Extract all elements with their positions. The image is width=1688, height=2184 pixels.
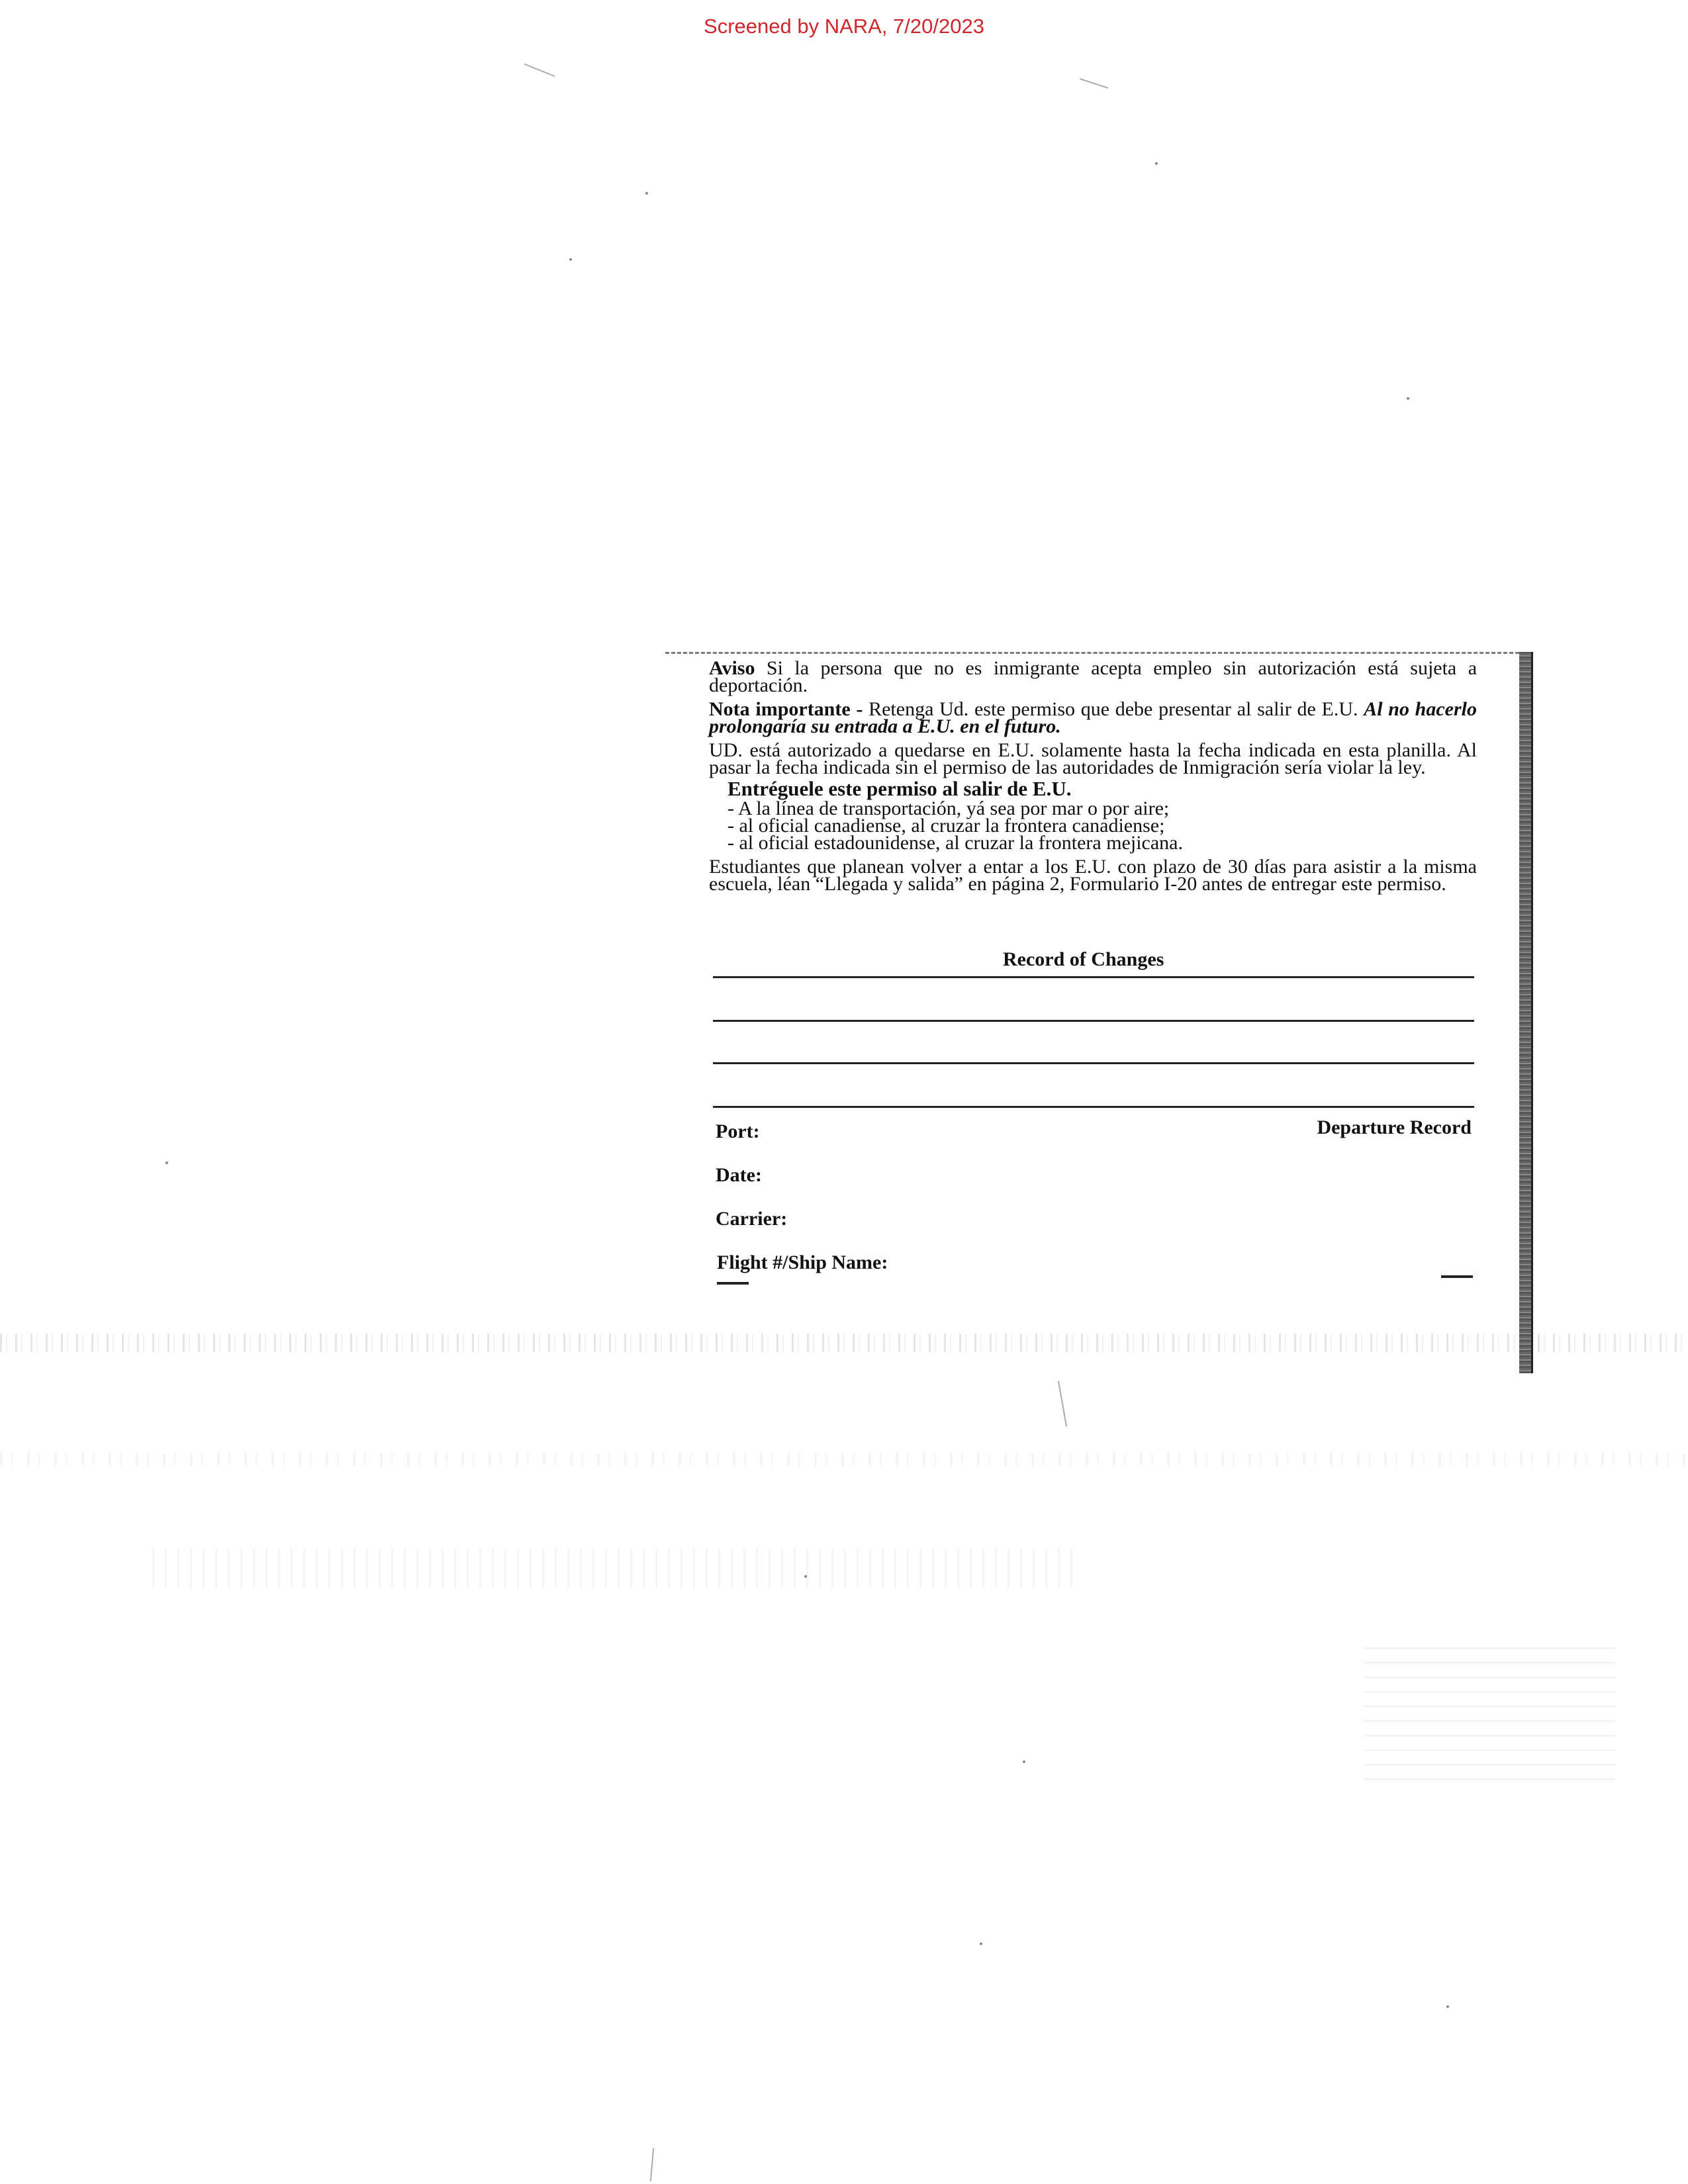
students-note-paragraph: Estudiantes que planean volver a entar a los E.U. con plazo de 30 días para asistir a la misma escuela, léan “Llegada y salida” en página 2, Formulario I-20 antes de entregar este permiso. bbox=[709, 856, 1477, 895]
card-top-edge bbox=[665, 652, 1519, 654]
important-note-text: Retenga Ud. este permiso que debe presentar al salir de E.U. bbox=[868, 698, 1358, 720]
scan-noise-band bbox=[152, 1549, 1079, 1588]
i94-departure-card bbox=[665, 652, 1519, 1347]
record-line bbox=[713, 976, 1474, 978]
list-item: - al oficial estadounidense, al cruzar la frontera mejicana. bbox=[727, 832, 1183, 854]
scan-speck bbox=[1023, 1760, 1025, 1763]
list-item: - al oficial canadiense, al cruzar la frontera canadiense; bbox=[727, 815, 1165, 837]
warning-text: Si la persona que no es inmigrante acepta empleo sin autorización está sujeta a deportación. bbox=[709, 657, 1477, 696]
departure-record-title: Departure Record bbox=[1317, 1116, 1472, 1138]
scan-speck bbox=[1446, 2005, 1449, 2008]
scan-scratch bbox=[650, 2148, 654, 2181]
important-note-label: Nota importante - bbox=[709, 698, 863, 720]
scan-speck bbox=[1407, 397, 1409, 400]
surrender-heading: Entréguele este permiso al salir de E.U. bbox=[727, 777, 1072, 800]
scan-noise-band bbox=[0, 1453, 1688, 1466]
carrier-field-label: Carrier: bbox=[716, 1208, 788, 1230]
scan-speck bbox=[569, 258, 572, 261]
authorized-stay-paragraph: UD. está autorizado a quedarse en E.U. solamente hasta la fecha indicada en esta planilla. Al pasar la fecha indicada sin el permiso de las autoridades de Inmigración sería violar la ley. bbox=[709, 739, 1477, 778]
scan-noise-patch bbox=[1364, 1635, 1615, 1780]
list-item: - A la línea de transportación, yá sea por mar o por aire; bbox=[727, 797, 1170, 819]
important-note-paragraph bbox=[709, 698, 1477, 737]
surrender-list bbox=[727, 797, 1477, 854]
warning-label: Aviso bbox=[709, 657, 755, 679]
date-field-label: Date: bbox=[716, 1164, 762, 1186]
underline-mark bbox=[1441, 1275, 1473, 1278]
scan-speck bbox=[980, 1942, 982, 1945]
scan-speck bbox=[804, 1575, 807, 1578]
record-line bbox=[713, 1062, 1474, 1064]
warning-paragraph bbox=[709, 657, 1477, 696]
underline-mark bbox=[717, 1282, 749, 1285]
scan-scratch bbox=[1080, 78, 1108, 89]
scan-speck bbox=[1155, 162, 1158, 165]
record-line bbox=[713, 1020, 1474, 1022]
nara-screening-stamp: Screened by NARA, 7/20/2023 bbox=[704, 15, 984, 38]
scan-scratch bbox=[524, 64, 555, 77]
record-line bbox=[713, 1106, 1474, 1108]
record-of-changes-title: Record of Changes bbox=[1003, 948, 1164, 970]
scan-scratch bbox=[1058, 1381, 1067, 1426]
important-note-emphasis: Al no hacerlo prolongaría su entrada a E.U. en el futuro. bbox=[709, 698, 1477, 737]
scan-speck bbox=[645, 192, 648, 195]
instructions-text bbox=[709, 657, 1477, 895]
flight-ship-field-label: Flight #/Ship Name: bbox=[717, 1251, 888, 1273]
card-shadow-edge bbox=[1519, 652, 1532, 1373]
card-right-edge bbox=[1531, 652, 1533, 1373]
port-field-label: Port: bbox=[716, 1120, 760, 1142]
scan-speck bbox=[165, 1161, 168, 1164]
